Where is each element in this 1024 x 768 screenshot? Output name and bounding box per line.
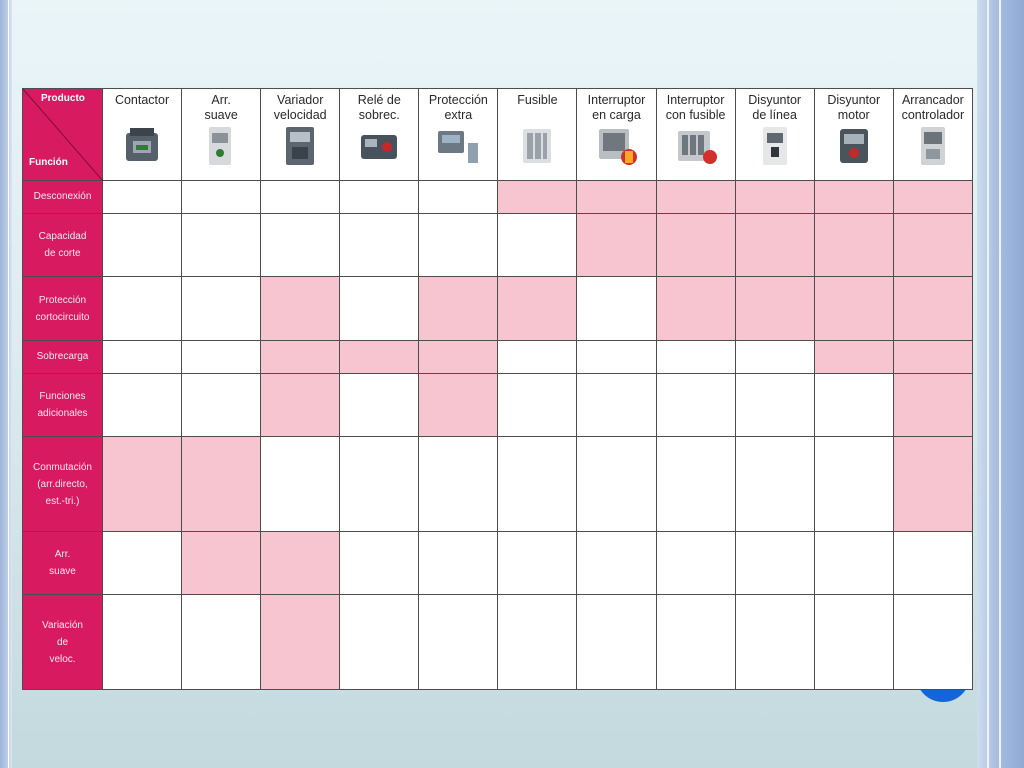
- empty-cell: [261, 437, 340, 532]
- empty-cell: [735, 437, 814, 532]
- product-label: Relé de sobrec.: [357, 93, 401, 122]
- empty-cell: [103, 373, 182, 437]
- frame-line: [987, 0, 989, 768]
- product-label: Contactor: [114, 93, 170, 107]
- soft-starter-icon: [199, 125, 243, 167]
- empty-cell: [340, 213, 419, 277]
- function-label: Desconexión: [23, 181, 103, 214]
- marked-cell: [340, 340, 419, 373]
- empty-cell: [577, 531, 656, 595]
- marked-cell: [893, 340, 972, 373]
- empty-cell: [656, 340, 735, 373]
- function-label: Protección cortocircuito: [23, 277, 103, 341]
- marked-cell: [182, 437, 261, 532]
- marked-cell: [656, 213, 735, 277]
- product-label: Arrancador controlador: [901, 93, 965, 122]
- empty-cell: [735, 531, 814, 595]
- empty-cell: [735, 595, 814, 690]
- empty-cell: [340, 595, 419, 690]
- empty-cell: [498, 340, 577, 373]
- product-function-table: [22, 88, 973, 690]
- empty-cell: [656, 531, 735, 595]
- marked-cell: [498, 181, 577, 214]
- starter-controller-icon: [911, 125, 955, 167]
- product-label: Interruptor con fusible: [665, 93, 726, 122]
- empty-cell: [340, 373, 419, 437]
- function-row: [23, 531, 973, 595]
- marked-cell: [577, 181, 656, 214]
- empty-cell: [340, 181, 419, 214]
- function-row: [23, 340, 973, 373]
- product-header-1: [103, 89, 182, 181]
- marked-cell: [656, 181, 735, 214]
- marked-cell: [103, 437, 182, 532]
- function-label: Funciones adicionales: [23, 373, 103, 437]
- product-header-10: [814, 89, 893, 181]
- empty-cell: [735, 373, 814, 437]
- marked-cell: [893, 213, 972, 277]
- load-switch-icon: [595, 125, 639, 167]
- function-label: Sobrecarga: [23, 340, 103, 373]
- product-header-3: [261, 89, 340, 181]
- function-label: Variación de veloc.: [23, 595, 103, 690]
- marked-cell: [893, 181, 972, 214]
- product-header-5: [419, 89, 498, 181]
- product-label: Disyuntor motor: [827, 93, 881, 122]
- empty-cell: [656, 373, 735, 437]
- empty-cell: [419, 181, 498, 214]
- product-label: Protección extra: [428, 93, 488, 122]
- empty-cell: [735, 340, 814, 373]
- function-row: [23, 277, 973, 341]
- empty-cell: [498, 531, 577, 595]
- left-decor-rail: [0, 0, 12, 768]
- empty-cell: [814, 531, 893, 595]
- empty-cell: [893, 595, 972, 690]
- empty-cell: [182, 181, 261, 214]
- marked-cell: [261, 595, 340, 690]
- empty-cell: [577, 277, 656, 341]
- fuse-icon: [515, 125, 559, 167]
- function-row: [23, 437, 973, 532]
- empty-cell: [182, 277, 261, 341]
- product-header-6: [498, 89, 577, 181]
- empty-cell: [498, 437, 577, 532]
- empty-cell: [419, 437, 498, 532]
- empty-cell: [893, 531, 972, 595]
- marked-cell: [814, 277, 893, 341]
- marked-cell: [735, 181, 814, 214]
- corner-function-label: Función: [29, 157, 68, 168]
- empty-cell: [656, 595, 735, 690]
- empty-cell: [182, 373, 261, 437]
- empty-cell: [577, 595, 656, 690]
- marked-cell: [419, 277, 498, 341]
- marked-cell: [656, 277, 735, 341]
- empty-cell: [261, 213, 340, 277]
- marked-cell: [182, 531, 261, 595]
- product-header-9: [735, 89, 814, 181]
- function-row: [23, 213, 973, 277]
- product-header-7: [577, 89, 656, 181]
- function-label: Conmutación (arr.directo, est.-tri.): [23, 437, 103, 532]
- empty-cell: [103, 531, 182, 595]
- empty-cell: [419, 531, 498, 595]
- empty-cell: [340, 277, 419, 341]
- empty-cell: [814, 373, 893, 437]
- empty-cell: [814, 595, 893, 690]
- marked-cell: [814, 181, 893, 214]
- product-header-11: [893, 89, 972, 181]
- empty-cell: [103, 213, 182, 277]
- empty-cell: [103, 277, 182, 341]
- empty-cell: [182, 595, 261, 690]
- marked-cell: [261, 340, 340, 373]
- frame-line: [999, 0, 1001, 768]
- product-header-4: [340, 89, 419, 181]
- marked-cell: [498, 277, 577, 341]
- line-breaker-icon: [753, 125, 797, 167]
- marked-cell: [893, 373, 972, 437]
- empty-cell: [577, 373, 656, 437]
- marked-cell: [814, 340, 893, 373]
- marked-cell: [261, 373, 340, 437]
- empty-cell: [498, 595, 577, 690]
- empty-cell: [182, 340, 261, 373]
- speed-drive-icon: [278, 125, 322, 167]
- header-row: [23, 89, 973, 181]
- empty-cell: [340, 531, 419, 595]
- empty-cell: [498, 213, 577, 277]
- marked-cell: [735, 277, 814, 341]
- empty-cell: [103, 340, 182, 373]
- corner-cell: [23, 89, 103, 181]
- marked-cell: [893, 277, 972, 341]
- product-label: Variador velocidad: [273, 93, 327, 122]
- marked-cell: [419, 373, 498, 437]
- empty-cell: [419, 213, 498, 277]
- empty-cell: [577, 340, 656, 373]
- function-label: Arr. suave: [23, 531, 103, 595]
- marked-cell: [735, 213, 814, 277]
- empty-cell: [419, 595, 498, 690]
- product-header-8: [656, 89, 735, 181]
- fuse-switch-icon: [674, 125, 718, 167]
- empty-cell: [261, 181, 340, 214]
- contactor-icon: [120, 125, 164, 167]
- marked-cell: [893, 437, 972, 532]
- overload-relay-icon: [357, 125, 401, 167]
- product-label: Arr. suave: [204, 93, 238, 122]
- function-label: Capacidad de corte: [23, 213, 103, 277]
- motor-breaker-icon: [832, 125, 876, 167]
- right-decor-frame: [977, 0, 1024, 768]
- empty-cell: [498, 373, 577, 437]
- empty-cell: [103, 181, 182, 214]
- extra-protection-icon: [436, 125, 480, 167]
- empty-cell: [656, 437, 735, 532]
- empty-cell: [103, 595, 182, 690]
- empty-cell: [340, 437, 419, 532]
- marked-cell: [577, 213, 656, 277]
- product-label: Disyuntor de línea: [748, 93, 802, 122]
- function-row: [23, 595, 973, 690]
- empty-cell: [182, 213, 261, 277]
- empty-cell: [577, 437, 656, 532]
- empty-cell: [814, 437, 893, 532]
- product-label: Fusible: [517, 93, 558, 107]
- corner-product-label: Producto: [41, 93, 85, 104]
- marked-cell: [261, 531, 340, 595]
- marked-cell: [814, 213, 893, 277]
- marked-cell: [419, 340, 498, 373]
- marked-cell: [261, 277, 340, 341]
- matrix-table: [22, 88, 973, 690]
- product-header-2: [182, 89, 261, 181]
- function-row: [23, 373, 973, 437]
- product-label: Interruptor en carga: [587, 93, 646, 122]
- function-row: [23, 181, 973, 214]
